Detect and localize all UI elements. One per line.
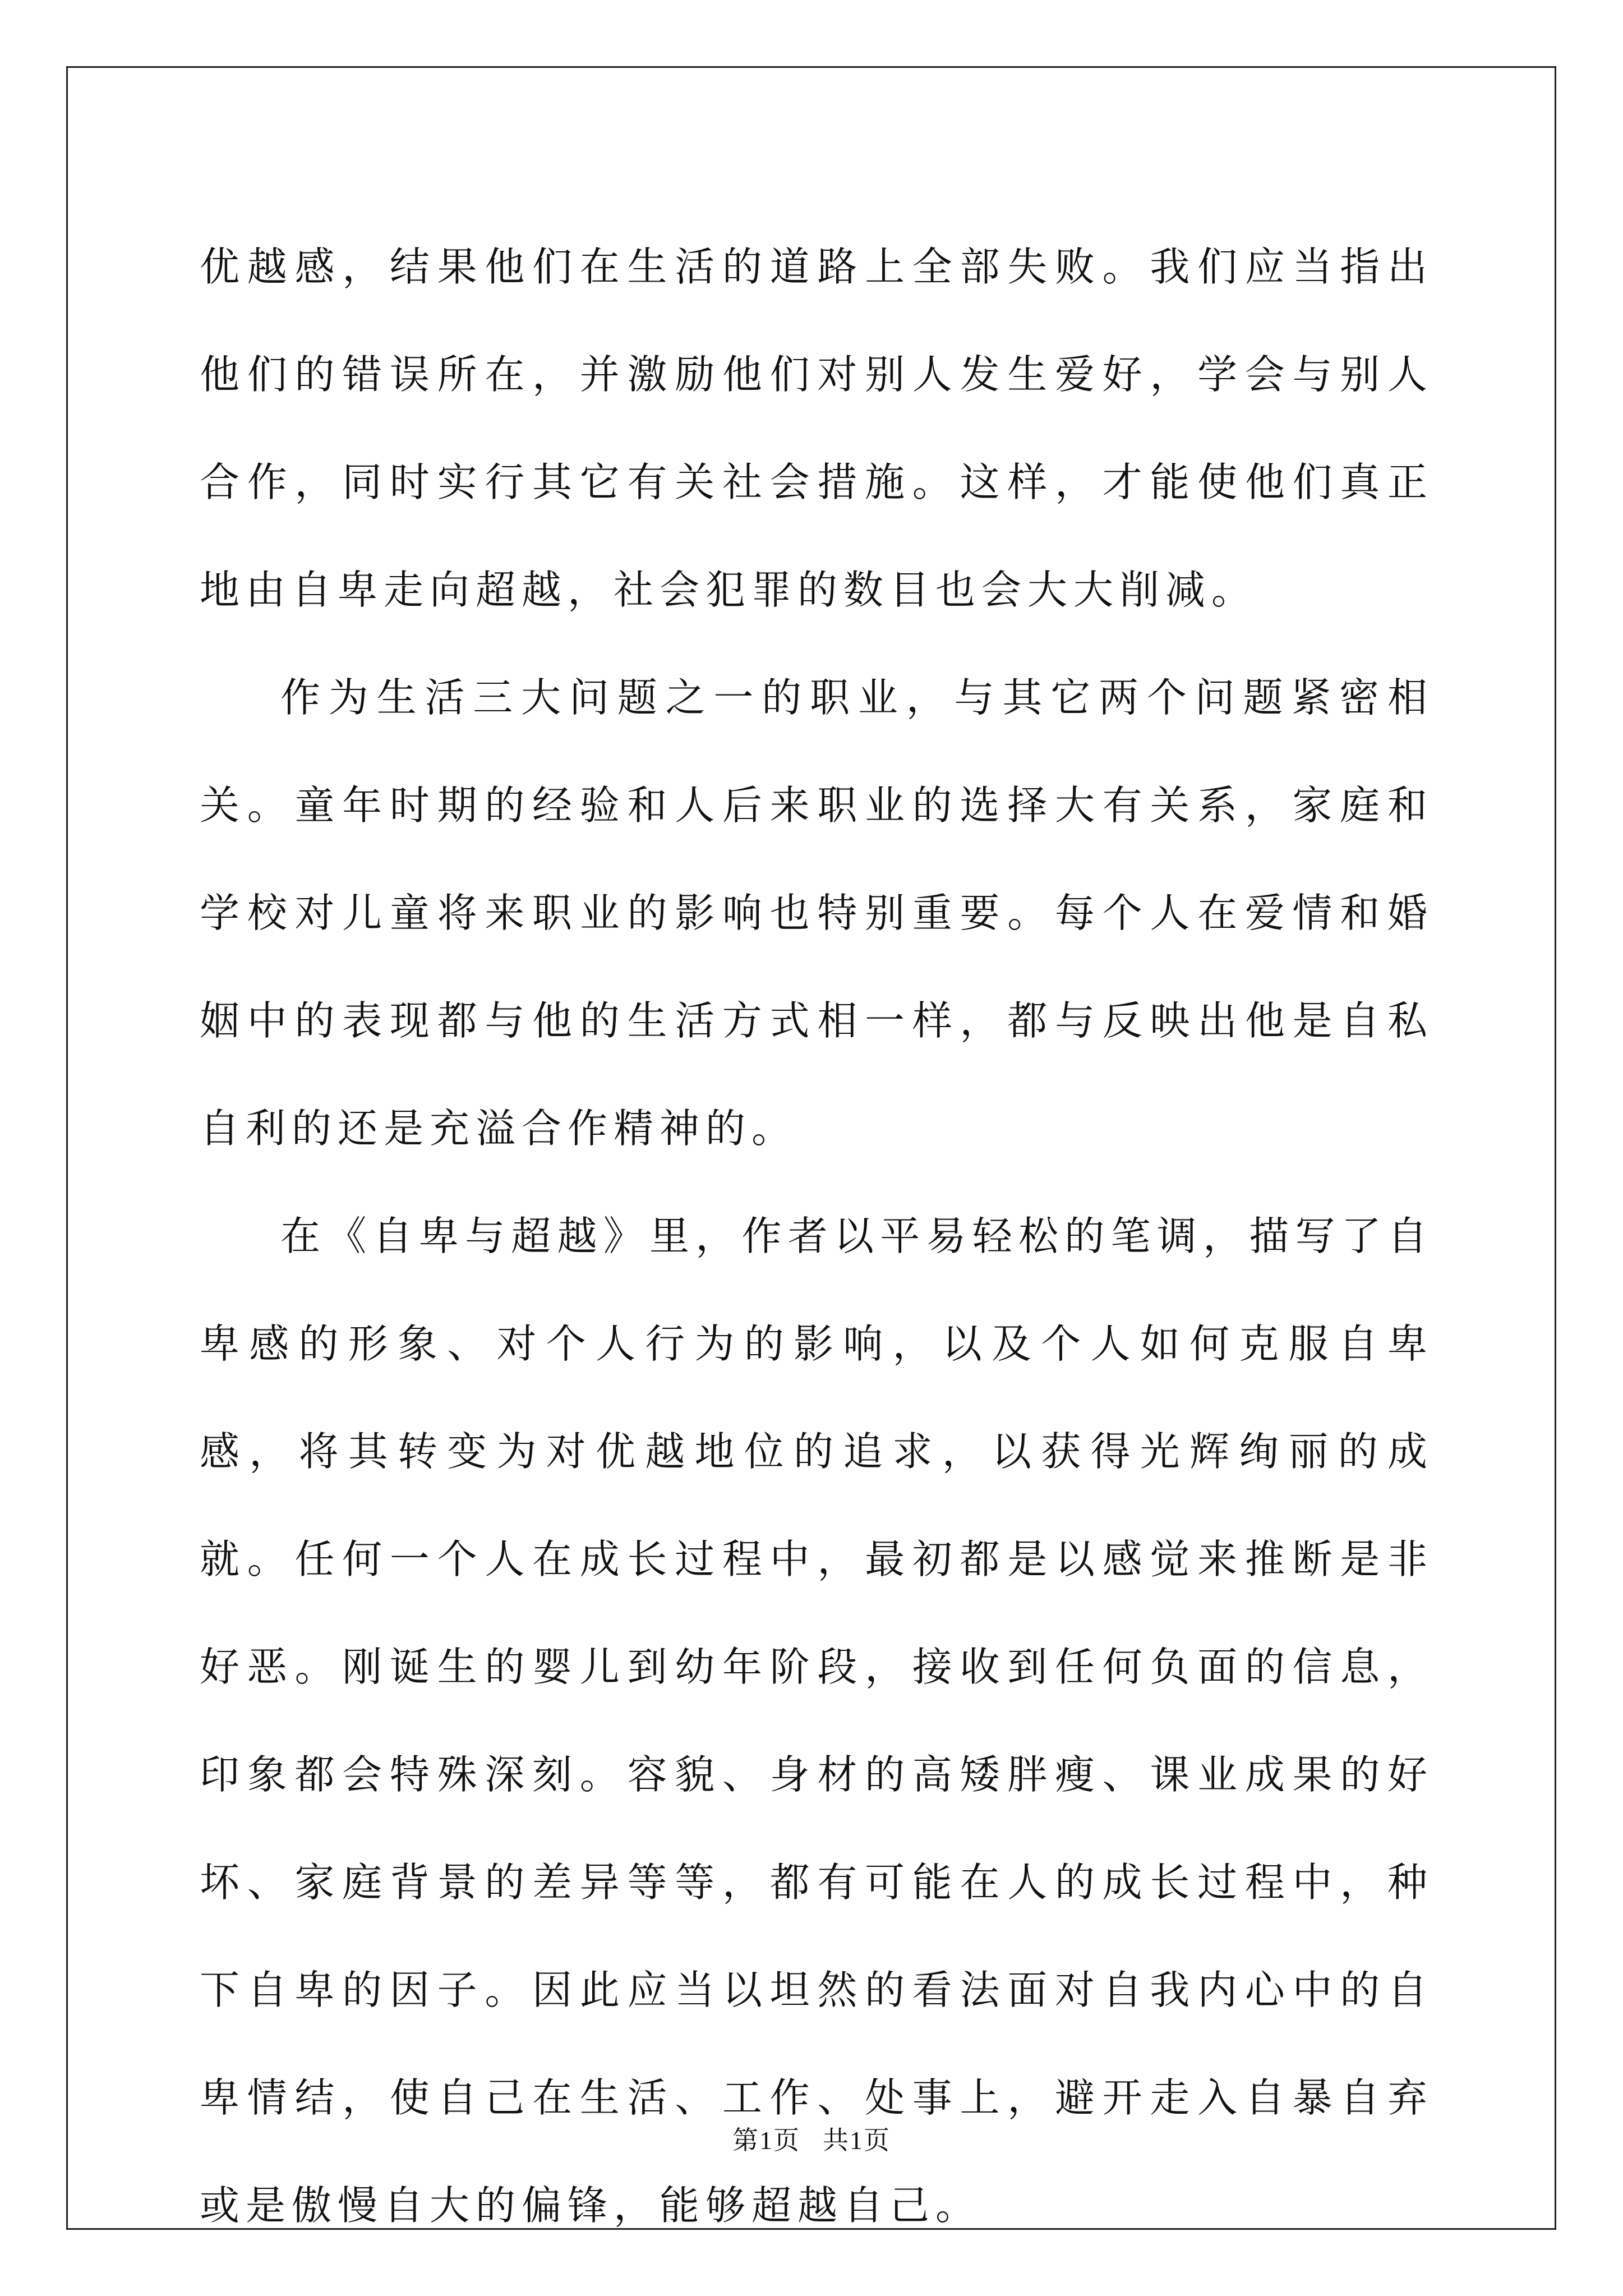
paragraph-continuation: 优越感，结果他们在生活的道路上全部失败。我们应当指出他们的错误所在，并激励他们对别人发生爱好，学会与别人合作，同时实行其它有关社会措施。这样，才能使他们真正地由自卑走向超越，社会犯罪的数目也会大大削减。 <box>200 243 1433 613</box>
page-count: 共1页 <box>823 2126 891 2155</box>
page-footer <box>0 2120 1623 2157</box>
paragraph-career: 作为生活三大问题之一的职业，与其它两个问题紧密相关。童年时期的经验和人后来职业的选择大有关系，家庭和学校对儿童将来职业的影响也特别重要。每个人在爱情和婚姻中的表现都与他的生活方式相一样，都与反映出他是自私自利的还是充溢合作精神的。 <box>200 674 1433 1152</box>
paragraph-book-summary: 在《自卑与超越》里，作者以平易轻松的笔调，描写了自卑感的形象、对个人行为的影响，以及个人如何克服自卑感，将其转变为对优越地位的追求，以获得光辉绚丽的成就。任何一个人在成长过程中，最初都是以感觉来推断是非好恶。刚诞生的婴儿到幼年阶段，接收到任何负面的信息，印象都会特殊深刻。容貌、身材的高矮胖瘦、课业成果的好坏、家庭背景的差异等等，都有可能在人的成长过程中，种下自卑的因子。因此应当以坦然的看法面对自我内心中的自卑情结，使自己在生活、工作、处事上，避开走入自暴自弃或是傲慢自大的偏锋，能够超越自己。 <box>200 1213 1433 2229</box>
page-number: 第1页 <box>732 2126 800 2155</box>
document-body <box>200 213 1433 2260</box>
